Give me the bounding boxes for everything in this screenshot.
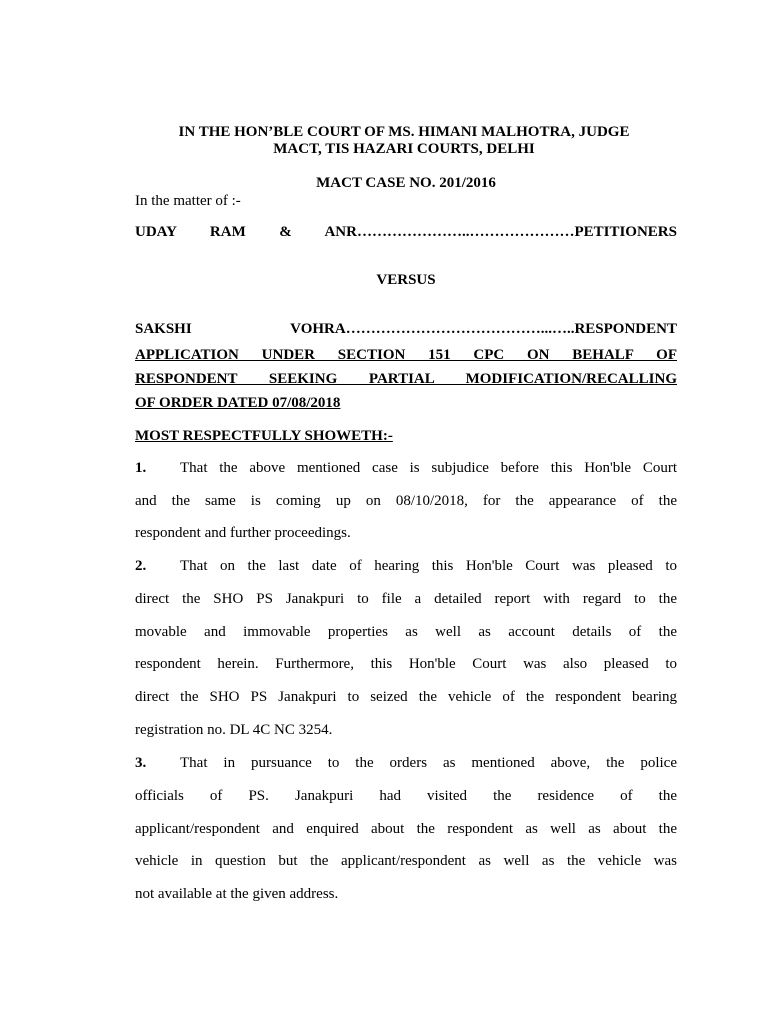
- paragraph-3-line-2: officials of PS. Janakpuri had visited the residence of the: [135, 788, 677, 804]
- paragraph-3-line-4: vehicle in question but the applicant/respondent as well as the vehicle was: [135, 853, 677, 869]
- petitioner-name: UDAY RAM & ANR: [135, 224, 357, 240]
- respondent-role: RESPONDENT: [574, 321, 677, 337]
- petitioner-dots: …………………..…………………: [356, 224, 575, 240]
- paragraph-3-line-3: applicant/respondent and enquired about the respondent as well as about the: [135, 821, 677, 837]
- paragraph-1-line-1: 1. That the above mentioned case is subjudice before this Hon'ble Court: [135, 460, 677, 476]
- paragraph-3-number: 3.: [135, 755, 147, 771]
- paragraph-3-line-5: not available at the given address.: [135, 886, 339, 902]
- showeth-heading: MOST RESPECTFULLY SHOWETH:-: [135, 428, 393, 444]
- paragraph-1-line-2: and the same is coming up on 08/10/2018, for the appearance of the: [135, 493, 677, 509]
- paragraph-2-line-4: respondent herein. Furthermore, this Hon'ble Court was also pleased to: [135, 656, 677, 672]
- application-title-line-1: APPLICATION UNDER SECTION 151 CPC ON BEHALF OF: [135, 347, 677, 363]
- paragraph-1-line-3: respondent and further proceedings.: [135, 525, 351, 541]
- versus-heading: VERSUS: [376, 272, 436, 288]
- respondent-name: SAKSHI VOHRA: [135, 321, 346, 337]
- paragraph-2-line-6: registration no. DL 4C NC 3254.: [135, 722, 333, 738]
- paragraph-2-line-5: direct the SHO PS Janakpuri to seized the vehicle of the respondent bearing: [135, 689, 677, 705]
- petitioner-role: PETITIONERS: [574, 224, 677, 240]
- respondent-line: [135, 321, 677, 338]
- court-heading-line-1: IN THE HON’BLE COURT OF MS. HIMANI MALHOTRA, JUDGE: [178, 124, 630, 140]
- paragraph-2-number: 2.: [135, 558, 147, 574]
- paragraph-2-line-3: movable and immovable properties as well as account details of the: [135, 624, 677, 640]
- paragraph-2-line-1: 2. That on the last date of hearing this Hon'ble Court was pleased to: [135, 558, 677, 574]
- paragraph-3-line-1: 3. That in pursuance to the orders as mentioned above, the police: [135, 755, 677, 771]
- application-title-line-2: RESPONDENT SEEKING PARTIAL MODIFICATION/RECALLING: [135, 371, 677, 387]
- respondent-dots: …………………………………...…..: [345, 321, 575, 337]
- paragraph-2-line-2: direct the SHO PS Janakpuri to file a detailed report with regard to the: [135, 591, 677, 607]
- court-heading-line-2: MACT, TIS HAZARI COURTS, DELHI: [273, 141, 535, 157]
- petitioner-line: [135, 224, 677, 241]
- paragraph-1-number: 1.: [135, 460, 147, 476]
- case-number: MACT CASE NO. 201/2016: [316, 175, 496, 191]
- application-title-line-3: OF ORDER DATED 07/08/2018: [135, 395, 341, 411]
- matter-label: In the matter of :-: [135, 193, 241, 209]
